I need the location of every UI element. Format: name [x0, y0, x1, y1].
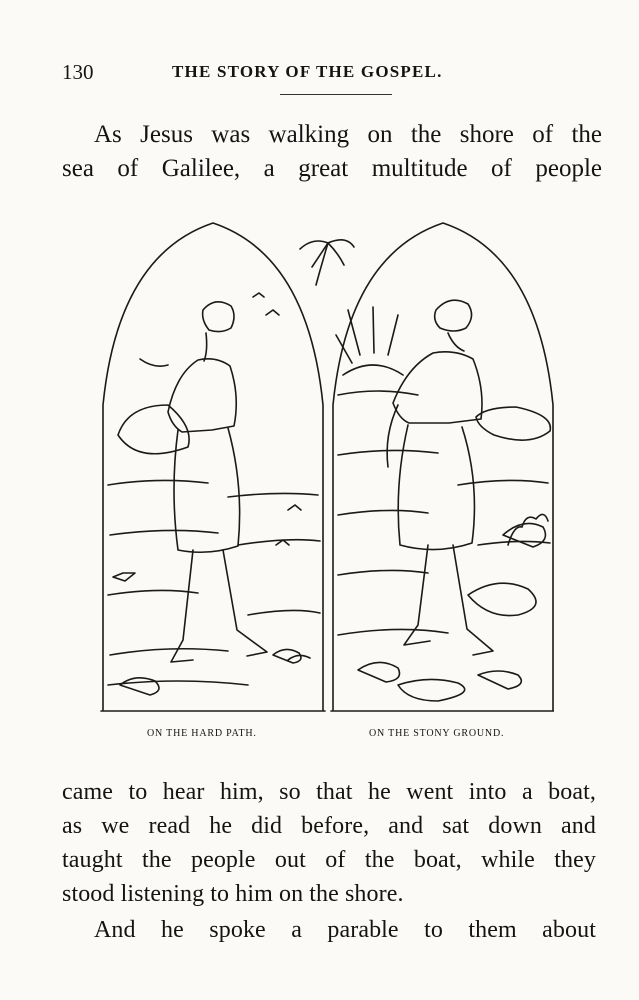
- paragraph-bottom: [62, 775, 596, 947]
- page-header: [62, 60, 602, 100]
- running-head: THE STORY OF THE GOSPEL.: [172, 62, 443, 81]
- text-line: came to hear him, so that he went into a boat,: [62, 779, 596, 805]
- paragraph-top: [62, 118, 602, 186]
- text-line: And he spoke a parable to them about: [94, 917, 596, 943]
- text-line: as we read he did before, and sat down and: [62, 813, 596, 839]
- gothic-arch-panels: [98, 215, 554, 715]
- text-line: sea of Galilee, a great multitude of people: [62, 155, 602, 182]
- page-number: 130: [62, 60, 94, 84]
- caption-stony-ground: ON THE STONY GROUND.: [369, 728, 505, 739]
- header-rule: [280, 94, 392, 95]
- text-line: taught the people out of the boat, while they: [62, 847, 596, 873]
- caption-hard-path: ON THE HARD PATH.: [147, 728, 257, 739]
- sower-illustration: [98, 215, 554, 715]
- text-line: As Jesus was walking on the shore of the: [94, 121, 602, 148]
- text-line: stood listening to him on the shore.: [62, 881, 404, 907]
